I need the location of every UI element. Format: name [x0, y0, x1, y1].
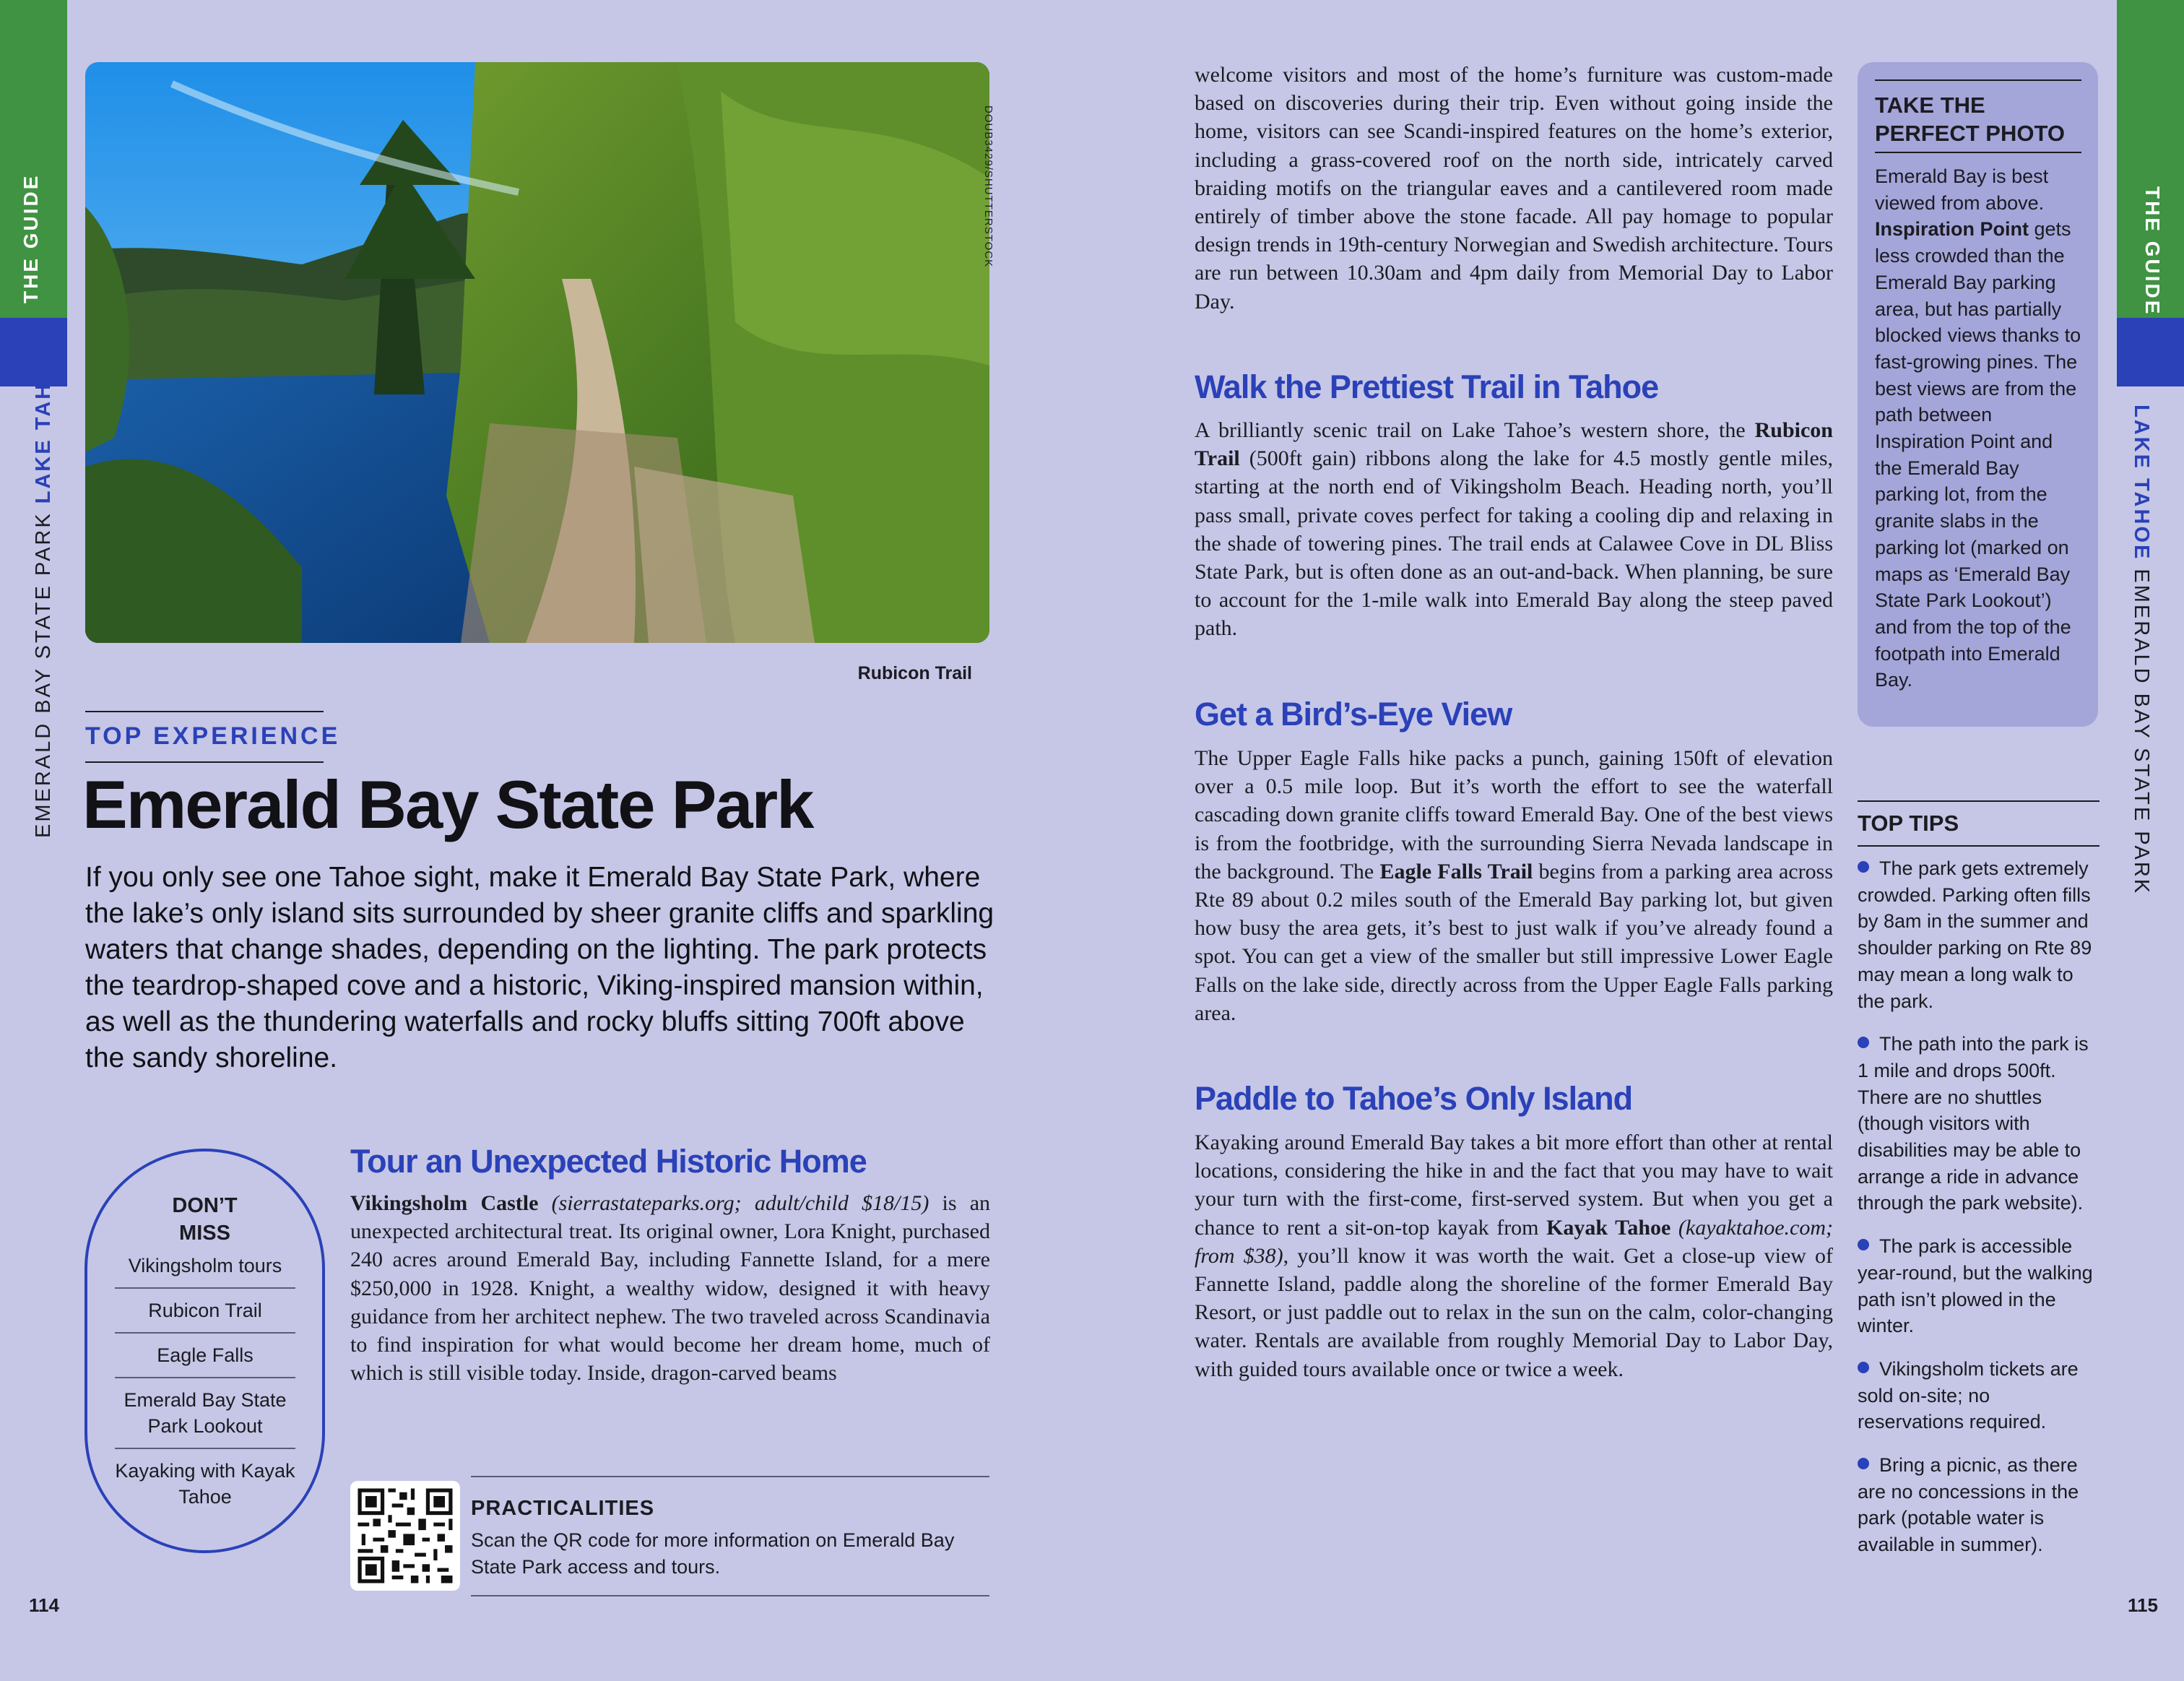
inspiration-point-name: Inspiration Point: [1875, 218, 2029, 241]
tip-item: The park gets extremely crowded. Parking often fills by 8am in the summer and shoulder parking on Rte 89 may mean a long walk to the park.: [1858, 857, 2092, 1012]
right-tab-label: THE GUIDE: [2141, 186, 2164, 316]
bullet-icon: [1858, 861, 1869, 873]
right-blue-tab: [2117, 318, 2184, 386]
qr-code-icon: [350, 1481, 460, 1591]
kicker: TOP EXPERIENCE: [85, 722, 341, 750]
heading-tour: Tour an Unexpected Historic Home: [350, 1143, 867, 1180]
bullet-icon: [1858, 1037, 1869, 1048]
dont-miss-item: Kayaking with Kayak Tahoe: [115, 1448, 295, 1518]
photo-box-rule-top: [1875, 79, 2081, 81]
tip-item: The path into the park is 1 mile and drops 500ft. There are no shuttles (though visitors with disabilities may be able to arrange a ride in advance through the park website).: [1858, 1033, 2089, 1214]
practicalities-text: Scan the QR code for more information on Emerald Bay State Park access and tours.: [471, 1529, 955, 1578]
photo-credit: DOUB3429/SHUTTERSTOCK: [982, 105, 994, 268]
photo-caption: Rubicon Trail: [857, 663, 972, 683]
kayak-tahoe-info: (kayaktahoe.com; from $38): [1195, 1215, 1833, 1268]
trail-paragraph: A brilliantly scenic trail on Lake Tahoe’s western shore, the Rubicon Trail (500ft gain) ribbons along the lake for 4.5 mostly gentle miles, starting at the north end of Vikingsholm Beach. Heading north, you’ll pass small, private coves perfect for taking a cooling dip and relaxing in the shade of towering pines. The trail ends at Calawee Cove in DL Bliss State Park, but is often done as an out-and-back. When planning, be sure to account for the 1-mile walk into Emerald Bay along the steep paved path.: [1195, 418, 1833, 641]
bullet-icon: [1858, 1362, 1869, 1373]
top-tips-list: [1858, 855, 2100, 1575]
rubicon-trail-photo: [85, 62, 989, 643]
vikingsholm-name: Vikingsholm Castle: [350, 1191, 539, 1215]
dont-miss-item: Vikingsholm tours: [128, 1255, 282, 1276]
tips-rule-bottom: [1858, 845, 2100, 847]
perfect-photo-text: Emerald Bay is best viewed from above. Inspiration Point gets less crowded than the Emerald Bay parking area, but has partially blocked views thanks to fast-growing pines. The best views are from the path between Inspiration Point and the Emerald Bay parking lot, from the granite slabs in the parking lot (marked on maps as ‘Emerald Bay State Park Lookout’) and from the top of the footpath into Emerald Bay.: [1875, 165, 2081, 691]
practicalities-rule-top: [471, 1476, 989, 1477]
top-tips-heading: TOP TIPS: [1858, 811, 1959, 836]
practicalities-heading: PRACTICALITIES: [471, 1497, 655, 1520]
perfect-photo-box: [1858, 62, 2098, 727]
view-paragraph: The Upper Eagle Falls hike packs a punch, gaining 150ft of elevation over a 0.5 mile loop. But it’s worth the effort to see the waterfall cascading down granite cliffs toward Emerald Bay. One of the best views is from the footbridge, with the surrounding Sierra Nevada landscape in the background. The Eagle Falls Trail begins from a parking area across Rte 89 about 0.2 miles south of the Emerald Bay parking lot, but given how busy the area gets, it’s best to just walk if you’ve already found a spot. You can get a view of the smaller but still impressive Lower Eagle Falls on the lake side, directly across from the Upper Eagle Falls parking area.: [1195, 746, 1833, 1025]
right-running-head: LAKE TAHOE EMERALD BAY STATE PARK: [2130, 405, 2153, 896]
practicalities-rule-bottom: [471, 1595, 989, 1596]
dont-miss-list: [115, 1253, 295, 1518]
dont-miss-box: [84, 1149, 325, 1553]
kicker-rule-top: [85, 711, 324, 712]
tour-paragraph-continued: welcome visitors and most of the home’s furniture was custom-made based on discoveries during their trip. Even without going inside the home, visitors can see Scandi-inspired features on the home’s exterior, including a grass-covered roof on the north side, intricately carved braiding motifs on the triangular eaves and a cantilevered room made entirely of timber above the stone facade. All pay homage to popular design trends in 19th-century Norwegian and Swedish architecture. Tours are run between 10.30am and 4pm daily from Memorial Day to Labor Day.: [1195, 63, 1833, 314]
vikingsholm-info: (sierrastateparks.org; adult/child $18/15): [551, 1191, 930, 1215]
heading-view: Get a Bird’s-Eye View: [1195, 696, 1512, 733]
kicker-rule-bottom: [85, 761, 324, 763]
photo-box-rule-bottom: [1875, 152, 2081, 153]
dont-miss-item: Eagle Falls: [115, 1332, 295, 1377]
perfect-photo-heading: TAKE THE PERFECT PHOTO: [1875, 92, 2065, 146]
trail-photo-illustration: [85, 62, 989, 643]
tip-item: The park is accessible year-round, but the walking path isn’t plowed in the winter.: [1858, 1235, 2093, 1337]
intro-paragraph: If you only see one Tahoe sight, make it Emerald Bay State Park, where the lake’s only island sits surrounded by sheer granite cliffs and sparkling waters that change shades, depending on the lighting. The park protects the teardrop-shaped cove and a historic, Viking-inspired mansion within, as well as the thundering waterfalls and rocky bluffs sitting 700ft above the sandy shoreline.: [85, 862, 994, 1073]
kayak-tahoe-name: Kayak Tahoe: [1546, 1215, 1671, 1240]
page-title: Emerald Bay State Park: [82, 766, 813, 842]
tip-item: Vikingsholm tickets are sold on-site; no reservations required.: [1858, 1357, 2079, 1433]
rubicon-trail-name: Rubicon Trail: [1195, 418, 1833, 471]
eagle-falls-trail-name: Eagle Falls Trail: [1379, 859, 1533, 883]
left-tab-label: THE GUIDE: [20, 173, 42, 303]
heading-trail: Walk the Prettiest Trail in Tahoe: [1195, 368, 1659, 405]
tip-item: Bring a picnic, as there are no concessions in the park (potable water is available in summer).: [1858, 1454, 2079, 1556]
dont-miss-item: Rubicon Trail: [115, 1287, 295, 1332]
page-number-left: 114: [29, 1594, 59, 1616]
page-number-right: 115: [2128, 1594, 2158, 1616]
paddle-paragraph: Kayaking around Emerald Bay takes a bit more effort than other at rental locations, considering the hike in and the fact that you may have to wait your turn with the first-come, first-served system. But when you get a chance to rent a sit-on-top kayak from Kayak Tahoe (kayaktahoe.com; from $38), you’ll know it was worth the wait. Get a close-up view of Fannette Island, paddle along the shoreline of the former Emerald Bay Resort, or just paddle out to relax in the sun on the calm, color-changing water. Rentals are available from roughly Memorial Day to Labor Day, with guided tours available once or twice a week.: [1195, 1131, 1833, 1381]
tour-paragraph: Vikingsholm Castle (sierrastateparks.org; adult/child $18/15) is an unexpected architectural treat. Its original owner, Lora Knight, purchased 240 acres around Emerald Bay, including Fannette Island, for a mere $250,000 in 1928. Knight, a wealthy widow, designed it with heavy guidance from her architect nephew. The two traveled across Scandinavia to find inspiration for what would become her dream home, much of which is still visible today. Inside, dragon-carved beams: [350, 1191, 991, 1386]
bullet-icon: [1858, 1458, 1869, 1469]
qr-code[interactable]: [350, 1481, 460, 1591]
tips-rule-top: [1858, 800, 2100, 802]
dont-miss-item: Emerald Bay State Park Lookout: [115, 1377, 295, 1448]
dont-miss-title: DON’T MISS: [172, 1194, 238, 1245]
left-running-head: EMERALD BAY STATE PARK LAKE TAHOE: [32, 347, 55, 838]
bullet-icon: [1858, 1239, 1869, 1250]
heading-paddle: Paddle to Tahoe’s Only Island: [1195, 1080, 1633, 1117]
